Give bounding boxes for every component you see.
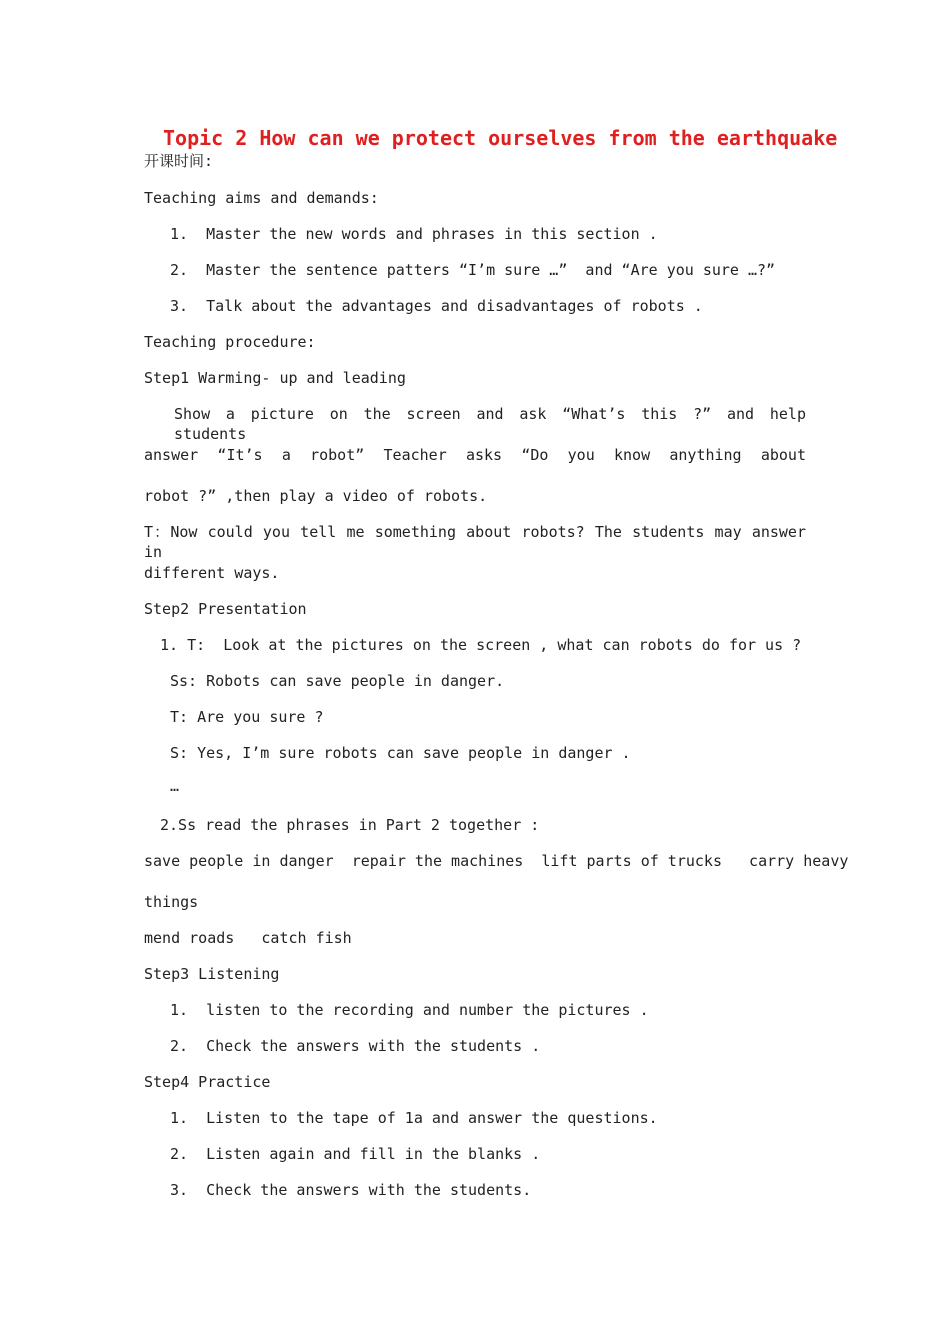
class-time-label: 开课时间:	[144, 152, 214, 170]
step3-heading: Step3 Listening	[144, 965, 280, 983]
dialogue-ellipsis: …	[170, 777, 180, 795]
phrases-line: things	[144, 893, 199, 911]
aims-heading: Teaching aims and demands:	[144, 189, 379, 207]
aim-item: 3. Talk about the advantages and disadvantages of robots .	[170, 297, 703, 315]
step1-heading: Step1 Warming- up and leading	[144, 369, 406, 387]
step1-teacher-line: T：Now could you tell me something about robots? The students may answer in	[144, 523, 806, 561]
document-title: Topic 2 How can we protect ourselves from the earthquake	[163, 126, 838, 150]
dialogue-line: T: Are you sure ?	[170, 708, 324, 726]
step2-heading: Step2 Presentation	[144, 600, 307, 618]
dialogue-line: S: Yes, I’m sure robots can save people in danger .	[170, 744, 631, 762]
aim-item: 2. Master the sentence patters “I’m sure …” and “Are you sure …?”	[170, 261, 776, 279]
dialogue-line: Ss: Robots can save people in danger.	[170, 672, 505, 690]
step1-paragraph-line: robot ?” ,then play a video of robots.	[144, 487, 488, 505]
procedure-heading: Teaching procedure:	[144, 333, 316, 351]
step4-item: 1. Listen to the tape of 1a and answer the questions.	[170, 1109, 658, 1127]
step1-paragraph-line: answer “It’s a robot” Teacher asks “Do you know anything about	[144, 446, 806, 464]
step3-item: 2. Check the answers with the students .	[170, 1037, 541, 1055]
step4-item: 2. Listen again and fill in the blanks .	[170, 1145, 541, 1163]
step1-paragraph-line: Show a picture on the screen and ask “What’s this ?” and help students	[174, 405, 806, 443]
step4-heading: Step4 Practice	[144, 1073, 271, 1091]
phrases-line: mend roads catch fish	[144, 929, 352, 947]
step2-item: 2.Ss read the phrases in Part 2 together :	[160, 816, 540, 834]
step2-item: 1. T: Look at the pictures on the screen , what can robots do for us ?	[160, 636, 802, 654]
phrases-line: save people in danger repair the machines lift parts of trucks carry heavy	[144, 852, 849, 870]
step3-item: 1. listen to the recording and number the pictures .	[170, 1001, 649, 1019]
step1-teacher-line: different ways.	[144, 564, 280, 582]
aim-item: 1. Master the new words and phrases in this section .	[170, 225, 658, 243]
step4-item: 3. Check the answers with the students.	[170, 1181, 532, 1199]
